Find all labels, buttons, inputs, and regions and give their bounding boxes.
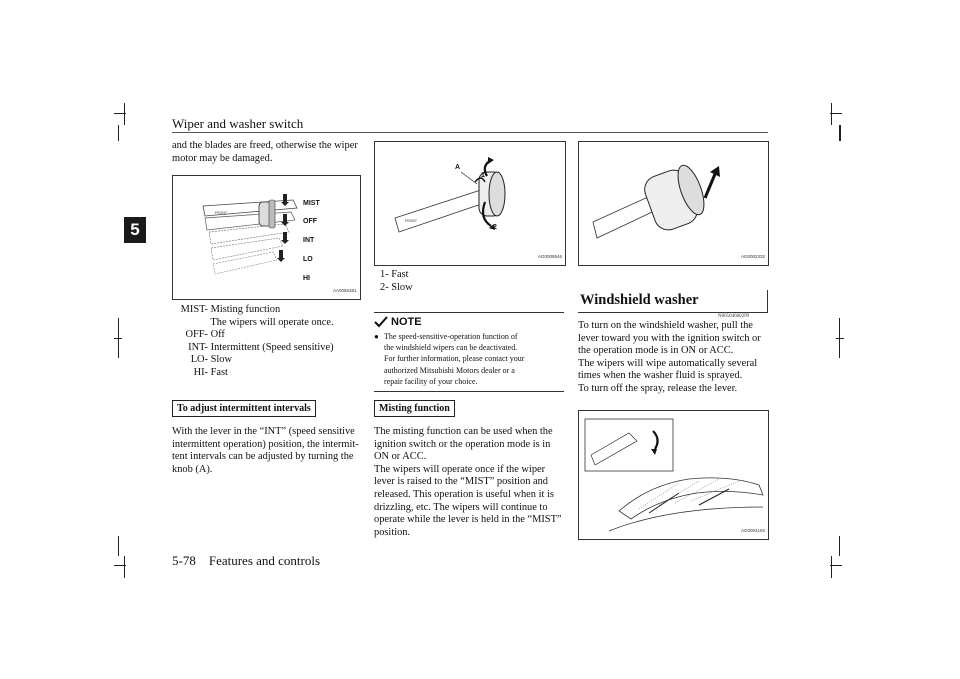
svg-text:FRONT: FRONT (215, 211, 228, 215)
figure-label-mist: MIST (303, 200, 320, 207)
speed-list (380, 269, 560, 294)
windshield-spray-figure (578, 410, 769, 540)
section-heading: Misting function (374, 400, 455, 417)
section-title-tick (767, 290, 768, 312)
note-label: NOTE (391, 316, 422, 328)
text-line: repair facility of your choice. (384, 376, 478, 386)
list-item: 1- Fast (380, 269, 409, 280)
list-item: OFF- Off (185, 329, 225, 341)
text-line: and the blades are freed, otherwise the wiper (172, 140, 358, 151)
note-bullet (374, 331, 564, 387)
page-title: Wiper and washer switch (172, 116, 304, 131)
figure-code: AG0009546 (538, 254, 563, 259)
figure-label-hi: HI (303, 275, 310, 282)
note-box (374, 312, 564, 392)
section-heading: To adjust intermittent intervals (172, 400, 316, 417)
text-line: position. (374, 526, 411, 538)
note-header (374, 316, 564, 328)
washer-lever-drawing (579, 142, 768, 265)
footer-section: Features and controls (208, 553, 321, 568)
list-item: HI- Fast (193, 366, 228, 378)
crop-mark (124, 556, 125, 578)
figure-code: AG0004192 (741, 528, 766, 533)
crop-mark (836, 338, 844, 339)
crop-mark (831, 556, 832, 578)
text-line: drizzling, etc. The wipers will continue to (374, 501, 548, 513)
text-line: For further information, please contact your (384, 354, 525, 364)
section-title: Windshield washer (580, 292, 699, 308)
text-line: ON or ACC. (374, 451, 427, 463)
crop-mark (839, 536, 840, 556)
windshield-spray-drawing (579, 411, 768, 539)
crop-mark (124, 103, 125, 125)
note-text (384, 331, 564, 387)
text-line: knob (A). (172, 463, 213, 475)
text-line: times when the washer fluid is sprayed. (578, 370, 743, 382)
text-line: authorized Mitsubishi Motors dealer or a (384, 365, 515, 375)
wiper-lever-figure (172, 175, 361, 300)
text-line: To turn off the spray, release the lever. (578, 382, 738, 394)
figure-label-1: 1 (481, 172, 485, 179)
text-line: To turn on the windshield washer, pull the (578, 320, 753, 331)
crop-mark (118, 125, 119, 141)
text-line: lever toward you with the ignition switch or (578, 332, 761, 344)
text-line: intermittent operation) position, the intermit- (172, 438, 359, 450)
text-line: The wipers will operate once if the wiper (374, 463, 546, 475)
text-line: the operation mode is in ON or ACC. (578, 345, 734, 357)
crop-mark (118, 536, 119, 556)
list-item: LO- Slow (190, 354, 232, 366)
text-line: operate while the lever is held in the “MIST” (374, 514, 562, 526)
text-line: The wipers will wipe automatically several (578, 357, 758, 369)
document-code: N00504600299 (718, 314, 750, 319)
text-line: tent intervals can be adjusted by turning the (172, 451, 354, 463)
bullet-icon: ● (374, 332, 379, 341)
text-line: The misting function can be used when the (374, 426, 553, 437)
figure-label-int: INT (303, 237, 315, 244)
text-line: lever is raised to the “MIST” position and (374, 476, 549, 488)
list-item: The wipers will operate once. (210, 316, 334, 328)
svg-text:FRONT: FRONT (405, 219, 418, 223)
intro-text (172, 140, 362, 165)
paragraph (578, 320, 768, 396)
chapter-tab: 5 (124, 217, 146, 243)
header-rule (172, 132, 768, 133)
list-item: 2- Slow (380, 281, 413, 293)
figure-label-2: 2 (493, 224, 497, 231)
text-line: ignition switch or the operation mode is in (374, 438, 551, 450)
text-line: With the lever in the “INT” (speed sensitive (172, 426, 355, 437)
wiper-lever-drawing (173, 176, 360, 299)
text-line: motor may be damaged. (172, 152, 273, 164)
knob-drawing (375, 142, 565, 265)
figure-code: AG0002332 (741, 254, 766, 259)
section-title-bar (578, 290, 768, 313)
figure-label-off: OFF (303, 218, 317, 225)
text-line: released. This operation is useful when it is (374, 488, 554, 500)
text-line: The speed-sensitive-operation function of (384, 332, 518, 341)
list-item: INT- Intermittent (Speed sensitive) (188, 341, 334, 353)
crop-mark (831, 103, 832, 125)
position-list (172, 304, 362, 380)
washer-lever-figure (578, 141, 769, 266)
paragraph (374, 426, 564, 539)
crop-mark (839, 125, 841, 141)
check-icon (374, 316, 388, 328)
list-item: MIST- Misting function (180, 304, 281, 315)
figure-label-a: A (455, 164, 461, 171)
page-footer (172, 553, 320, 569)
figure-code: AA0055381 (333, 288, 357, 293)
figure-label-lo: LO (303, 256, 313, 263)
text-line: the windshield wipers can be deactivated. (384, 343, 518, 353)
paragraph (172, 426, 362, 476)
crop-mark (114, 338, 122, 339)
page-number: 5-78 (172, 553, 196, 568)
knob-figure (374, 141, 566, 266)
